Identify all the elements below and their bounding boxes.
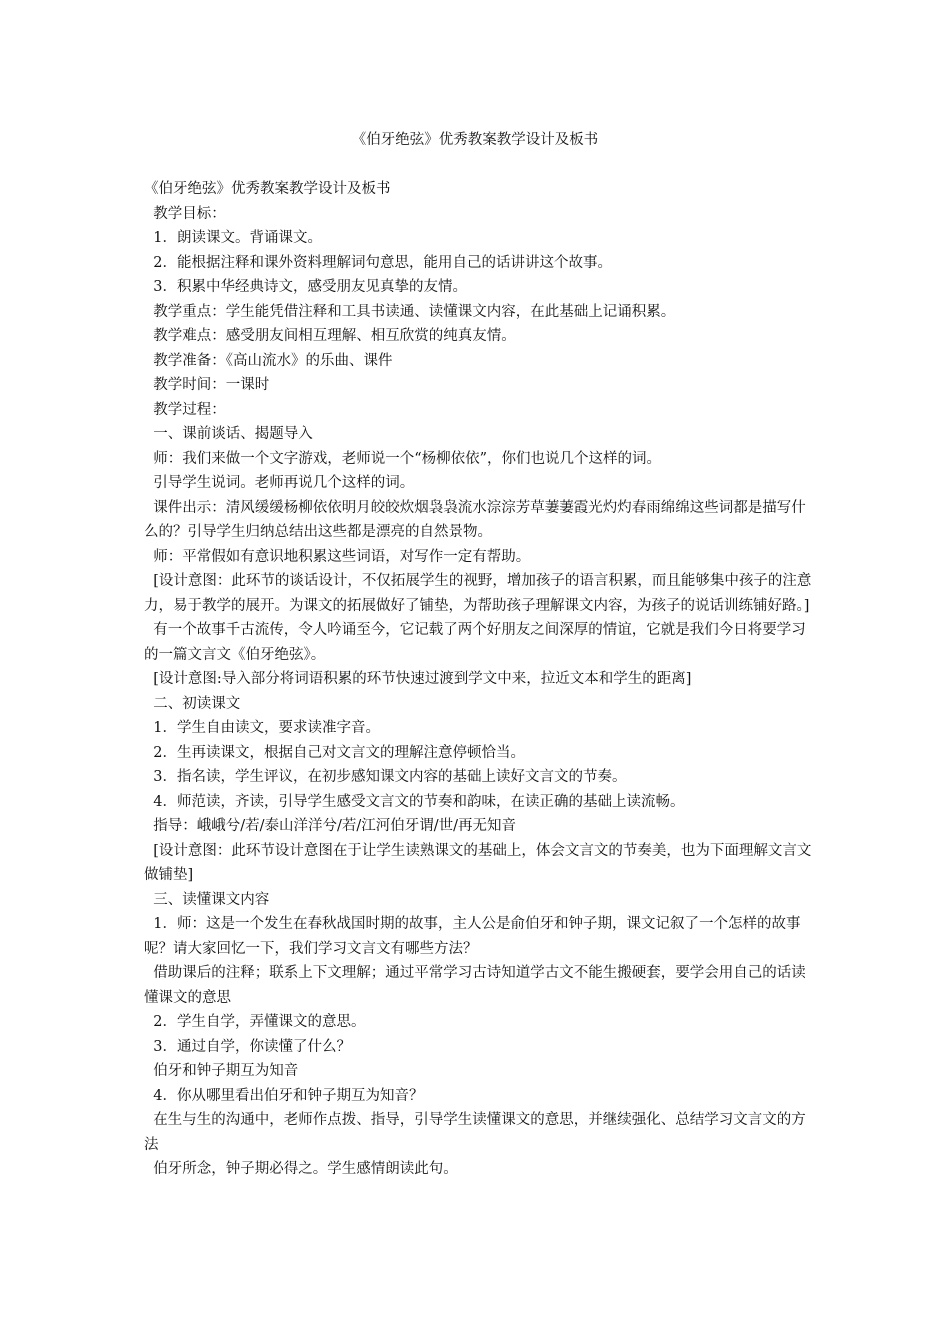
paragraph: 3．积累中华经典诗文，感受朋友见真挚的友情。: [144, 279, 467, 295]
paragraph: 二、初读课文: [144, 695, 241, 712]
paragraph: 有一个故事千古流传，令人吟诵至今，它记载了两个好朋友之间深厚的情谊，它就是我们今日将要学习的一篇文言文《伯牙绝弦》。: [144, 622, 806, 663]
paragraph: 2．生再读课文，根据自己对文言文的理解注意停顿恰当。: [144, 744, 525, 761]
paragraph: 指导：峨峨兮/若/泰山洋洋兮/若/江河伯牙谓/世/再无知音: [144, 818, 517, 834]
paragraph: 借助课后的注释；联系上下文理解；通过平常学习古诗知道学古文不能生搬硬套，要学会用自己的话读懂课文的意思: [144, 965, 806, 1006]
paragraph: 教学重点：学生能凭借注释和工具书读通、读懂课文内容，在此基础上记诵积累。: [144, 303, 676, 320]
paragraph: 《伯牙绝弦》优秀教案教学设计及板书: [144, 181, 391, 197]
document-title: 《伯牙绝弦》优秀教案教学设计及板书: [351, 132, 599, 148]
paragraph: [设计意图:导入部分将词语积累的环节快速过渡到学文中来，拉近文本和学生的距离]: [144, 671, 692, 687]
document-body: [144, 177, 814, 1182]
paragraph: 3．指名读，学生评议，在初步感知课文内容的基础上读好文言文的节奏。: [144, 769, 627, 785]
paragraph: 三、读懂课文内容: [144, 891, 270, 908]
paragraph: 教学难点：感受朋友间相互理解、相互欣赏的纯真友情。: [144, 328, 516, 344]
paragraph: [设计意图：此环节设计意图在于让学生读熟课文的基础上，体会文言文的节奏美，也为下面理解文言文做铺垫]: [144, 842, 812, 883]
paragraph: 伯牙所念，钟子期必得之。学生感情朗读此句。: [144, 1161, 458, 1177]
paragraph: 教学时间：一课时: [144, 377, 270, 393]
paragraph: 2．能根据注释和课外资料理解词句意思，能用自己的话讲讲这个故事。: [144, 254, 612, 271]
paragraph: 教学过程：: [144, 401, 226, 418]
paragraph: 2．学生自学，弄懂课文的意思。: [144, 1014, 366, 1030]
paragraph: 教学准备：《高山流水》的乐曲、课件: [144, 352, 393, 369]
paragraph: 课件出示：清风缓缓杨柳依依明月皎皎炊烟袅袅流水淙淙芳草萋萋霞光灼灼春雨绵绵这些词都是描写什么的？引导学生归纳总结出这些都是漂亮的自然景物。: [144, 499, 806, 540]
paragraph: 4．你从哪里看出伯牙和钟子期互为知音？: [144, 1087, 424, 1104]
paragraph: 3．通过自学，你读懂了什么？: [144, 1038, 351, 1055]
paragraph: 1．师：这是一个发生在春秋战国时期的故事，主人公是俞伯牙和钟子期，课文记叙了一个怎样的故事呢？请大家回忆一下，我们学习文言文有哪些方法？: [144, 916, 801, 957]
paragraph: 1．朗读课文。背诵课文。: [144, 230, 322, 246]
paragraph: 1．学生自由读文，要求读准字音。: [144, 720, 380, 736]
paragraph: 在生与生的沟通中，老师作点拨、指导，引导学生读懂课文的意思，并继续强化、总结学习文言文的方法: [144, 1112, 806, 1153]
paragraph: 师：我们来做一个文字游戏，老师说一个“杨柳依依”，你们也说几个这样的词。: [144, 450, 662, 467]
paragraph: [设计意图：此环节的谈话设计，不仅拓展学生的视野，增加孩子的语言积累，而且能够集中孩子的注意力，易于教学的展开。为课文的拓展做好了铺垫，为帮助孩子理解课文内容，为孩子的说话训练铺好路。]: [144, 573, 812, 614]
paragraph: 引导学生说词。老师再说几个这样的词。: [144, 475, 415, 491]
paragraph: 伯牙和钟子期互为知音: [144, 1063, 299, 1079]
paragraph: 教学目标：: [144, 205, 226, 222]
paragraph: 一、课前谈话、揭题导入: [144, 426, 313, 442]
paragraph: 4．师范读，齐读，引导学生感受文言文的节奏和韵味，在读正确的基础上读流畅。: [144, 793, 685, 810]
paragraph: 师：平常假如有意识地积累这些词语，对写作一定有帮助。: [144, 548, 531, 565]
